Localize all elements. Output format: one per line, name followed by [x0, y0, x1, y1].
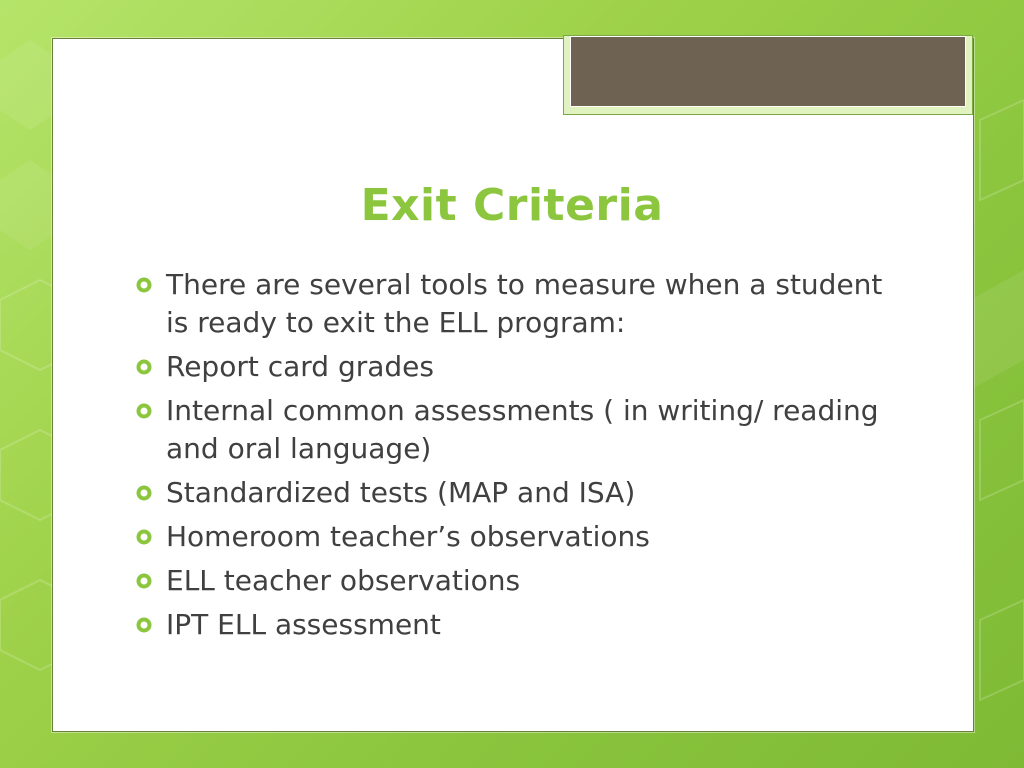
bullet-list: [134, 266, 894, 650]
bullet-item: [134, 348, 894, 386]
ring-bullet-icon: [136, 617, 152, 633]
slide-title: Exit Criteria: [360, 180, 664, 231]
ring-bullet-icon: [136, 485, 152, 501]
bullet-item: [134, 562, 894, 600]
bullet-text: Homeroom teacher’s observations: [166, 520, 650, 553]
ring-bullet-icon: [136, 529, 152, 545]
bullet-text: IPT ELL assessment: [166, 608, 441, 641]
bullet-item: [134, 474, 894, 512]
top-tab-decoration: [563, 35, 973, 115]
top-tab-fill: [570, 36, 966, 107]
ring-bullet-icon: [136, 277, 152, 293]
bullet-text: Internal common assessments ( in writing/ reading and oral language): [166, 394, 879, 465]
ring-bullet-icon: [136, 573, 152, 589]
bullet-text: There are several tools to measure when a student is ready to exit the ELL program:: [166, 268, 883, 339]
bullet-item: [134, 266, 894, 342]
bullet-text: Report card grades: [166, 350, 434, 383]
bullet-text: Standardized tests (MAP and ISA): [166, 476, 636, 509]
ring-bullet-icon: [136, 359, 152, 375]
ring-bullet-icon: [136, 403, 152, 419]
bullet-item: [134, 392, 894, 468]
bullet-item: [134, 518, 894, 556]
bullet-item: [134, 606, 894, 644]
bullet-text: ELL teacher observations: [166, 564, 521, 597]
